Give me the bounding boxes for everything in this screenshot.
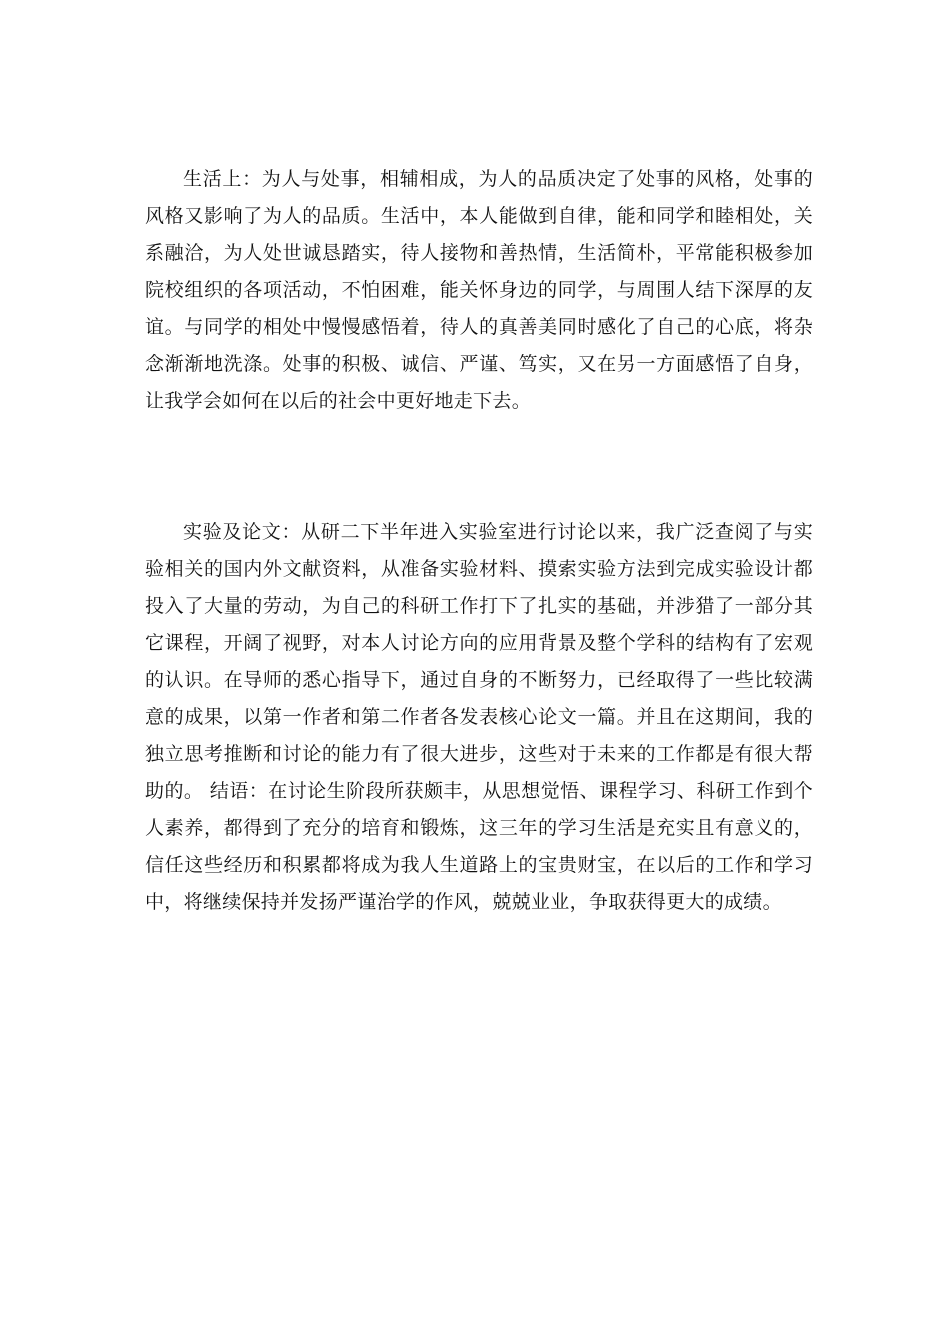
paragraph-life: 生活上：为人与处事，相辅相成，为人的品质决定了处事的风格，处事的风格又影响了为人的品质。生活中，本人能做到自律，能和同学和睦相处，关系融洽，为人处世诚恳踏实，待人接物和善热情，生活简朴，平常能积极参加院校组织的各项活动，不怕困难，能关怀身边的同学，与周围人结下深厚的友谊。与同学的相处中慢慢感悟着，待人的真善美同时感化了自己的心底，将杂念渐渐地洗涤。处事的积极、诚信、严谨、笃实，又在另一方面感悟了自身，让我学会如何在以后的社会中更好地走下去。 (145, 168, 813, 412)
paragraph-experiment-and-thesis: 实验及论文：从研二下半年进入实验室进行讨论以来，我广泛查阅了与实验相关的国内外文献资料，从准备实验材料、摸索实验方法到完成实验设计都投入了大量的劳动，为自己的科研工作打下了扎实的基础，并涉猎了一部分其它课程，开阔了视野，对本人讨论方向的应用背景及整个学科的结构有了宏观的认识。在导师的悉心指导下，通过自身的不断努力，已经取得了一些比较满意的成果，以第一作者和第二作者各发表核心论文一篇。并且在这期间，我的独立思考推断和讨论的能力有了很大进步，这些对于未来的工作都是有很大帮助的。 结语：在讨论生阶段所获颇丰，从思想觉悟、课程学习、科研工作到个人素养，都得到了充分的培育和锻炼，这三年的学习生活是充实且有意义的，信任这些经历和积累都将成为我人生道路上的宝贵财宝，在以后的工作和学习中，将继续保持并发扬严谨治学的作风，兢兢业业，争取获得更大的成绩。 (145, 521, 813, 913)
